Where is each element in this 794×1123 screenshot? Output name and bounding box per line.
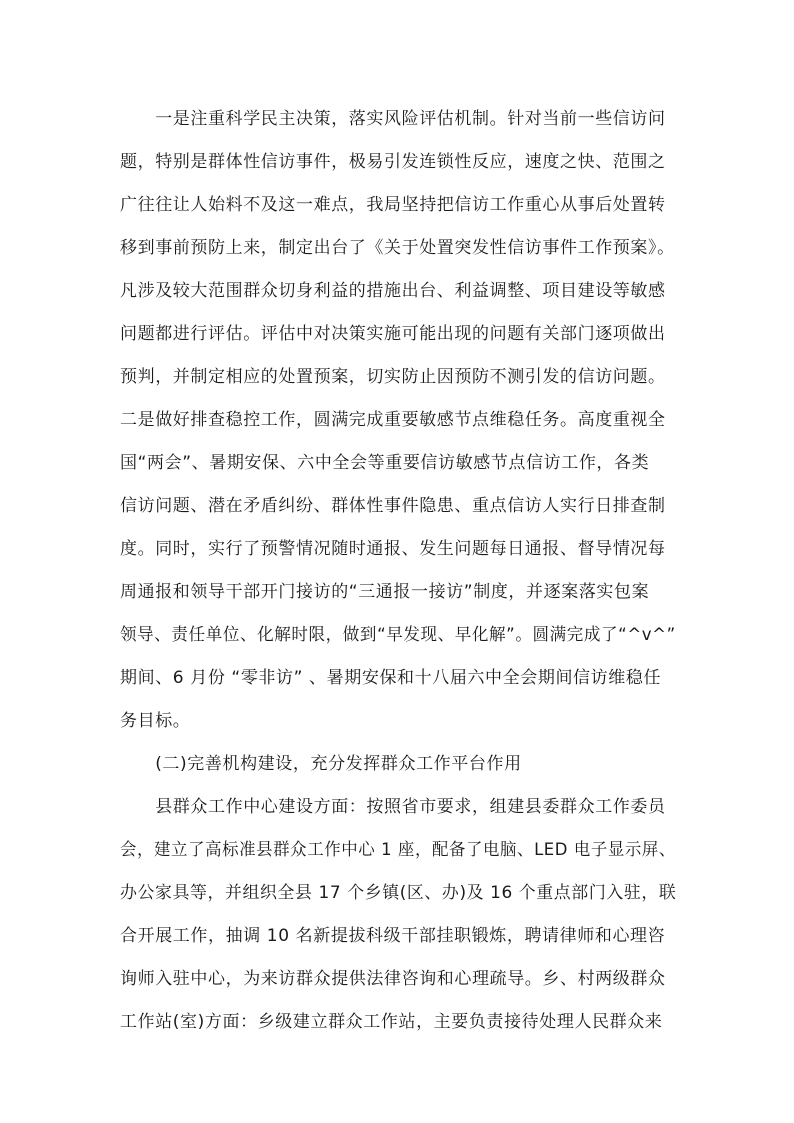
text-line: 国“两会”、暑期安保、六中全会等重要信访敏感节点信访工作，各类 bbox=[120, 453, 650, 473]
text-line: 会，建立了高标准县群众工作中心 1 座，配备了电脑、LED 电子显示屏、 bbox=[120, 840, 676, 860]
text-line: 询师入驻中心，为来访群众提供法律咨询和心理疏导。乡、村两级群众 bbox=[120, 969, 666, 989]
text-line: 领导、责任单位、化解时限，做到“早发现、早化解”。圆满完成了“^v^” bbox=[120, 625, 676, 645]
text-line: 周通报和领导干部开门接访的“三通报一接访”制度，并逐案落实包案 bbox=[120, 582, 650, 602]
text-line: 务目标。 bbox=[120, 711, 191, 731]
text-line: 一是注重科学民主决策，落实风险评估机制。针对当前一些信访问 bbox=[120, 109, 666, 129]
text-line: 合开展工作，抽调 10 名新提拔科级干部挂职锻炼，聘请律师和心理咨 bbox=[120, 926, 666, 946]
text-line: 度。同时，实行了预警情况随时通报、发生问题每日通报、督导情况每 bbox=[120, 539, 666, 559]
text-line: 期间、6 月份 “零非访” 、暑期安保和十八届六中全会期间信访维稳任 bbox=[120, 668, 662, 688]
text-line: 办公家具等，并组织全县 17 个乡镇(区、办)及 16 个重点部门入驻，联 bbox=[120, 883, 677, 903]
text-line: 二是做好排查稳控工作，圆满完成重要敏感节点维稳任务。高度重视全 bbox=[120, 410, 666, 430]
text-line: 移到事前预防上来，制定出台了《关于处置突发性信访事件工作预案》。 bbox=[120, 238, 675, 258]
text-line: 预判，并制定相应的处置预案，切实防止因预防不测引发的信访问题。 bbox=[120, 367, 666, 387]
text-line: 县群众工作中心建设方面：按照省市要求，组建县委群众工作委员 bbox=[120, 797, 666, 817]
section-heading: (二)完善机构建设，充分发挥群众工作平台作用 bbox=[120, 754, 522, 774]
text-line: 题，特别是群体性信访事件，极易引发连锁性反应，速度之快、范围之 bbox=[120, 152, 666, 172]
text-line: 广往往让人始料不及这一难点，我局坚持把信访工作重心从事后处置转 bbox=[120, 195, 666, 215]
text-line: 信访问题、潜在矛盾纠纷、群体性事件隐患、重点信访人实行日排查制 bbox=[120, 496, 666, 516]
text-line: 问题都进行评估。评估中对决策实施可能出现的问题有关部门逐项做出 bbox=[120, 324, 666, 344]
text-line: 凡涉及较大范围群众切身利益的措施出台、利益调整、项目建设等敏感 bbox=[120, 281, 666, 301]
text-line: 工作站(室)方面：乡级建立群众工作站，主要负责接待处理人民群众来 bbox=[120, 1012, 663, 1032]
